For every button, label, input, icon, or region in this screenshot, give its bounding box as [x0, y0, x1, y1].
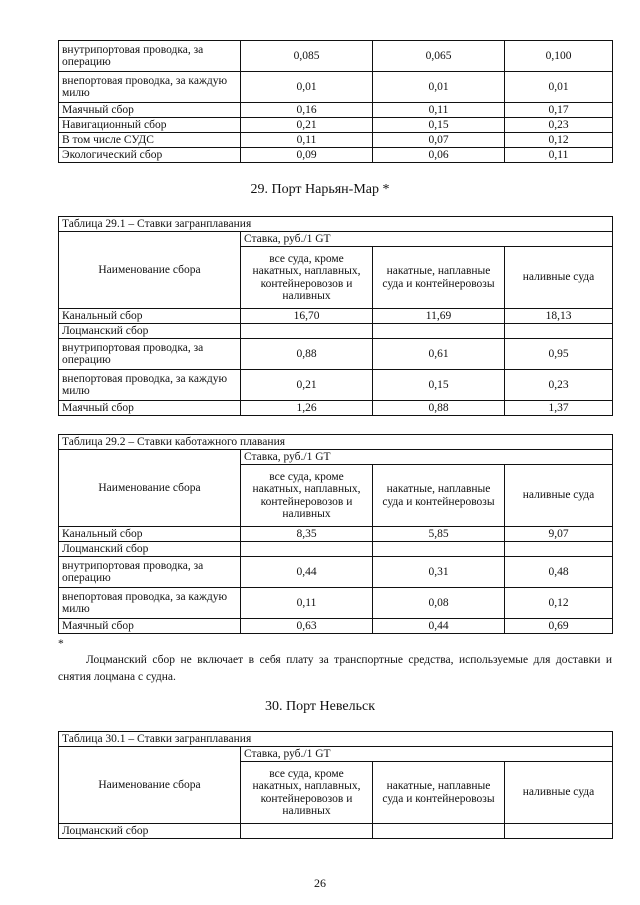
table-row	[59, 309, 613, 324]
cell-value: 0,16	[241, 103, 373, 118]
cell-value: 16,70	[241, 309, 373, 324]
cell-value: 0,11	[505, 148, 613, 163]
footnote-mark: *	[58, 638, 64, 650]
table-row	[59, 588, 613, 619]
table-caption: Таблица 30.1 – Ставки загранплавания	[59, 732, 613, 747]
column-header-name: Наименование сбора	[59, 232, 241, 309]
table-caption: Таблица 29.2 – Ставки каботажного плавания	[59, 435, 613, 450]
table-row	[59, 557, 613, 588]
cell-value: 0,085	[241, 41, 373, 72]
cell-value: 0,12	[505, 588, 613, 619]
column-header-name: Наименование сбора	[59, 747, 241, 824]
footnote-text: Лоцманский сбор не включает в себя плату за транспортные средства, используемые для доставки и снятия лоцмана с судна.	[58, 654, 612, 683]
column-header-roro: накатные, наплавные суда и контейнеровозы	[373, 247, 505, 309]
cell-value: 0,09	[241, 148, 373, 163]
row-name: Маячный сбор	[59, 401, 241, 416]
cell-value: 0,01	[373, 72, 505, 103]
cell-value: 0,88	[373, 401, 505, 416]
cell-value: 0,23	[505, 370, 613, 401]
rate-header: Ставка, руб./1 GT	[241, 450, 613, 465]
row-name: внепортовая проводка, за каждую милю	[59, 72, 241, 103]
cell-value	[373, 542, 505, 557]
cell-value: 0,11	[241, 133, 373, 148]
table-row	[59, 72, 613, 103]
cell-value: 0,88	[241, 339, 373, 370]
table-30-1	[58, 731, 613, 839]
row-name: Маячный сбор	[59, 103, 241, 118]
row-name: внутрипортовая проводка, за операцию	[59, 41, 241, 72]
page-number: 26	[314, 876, 326, 890]
cell-value	[241, 542, 373, 557]
column-header-all-vessels: все суда, кроме накатных, наплавных, контейнеровозов и наливных	[241, 247, 373, 309]
cell-value: 8,35	[241, 527, 373, 542]
table-row	[59, 401, 613, 416]
row-name: внутрипортовая проводка, за операцию	[59, 339, 241, 370]
cell-value: 0,61	[373, 339, 505, 370]
cell-value: 9,07	[505, 527, 613, 542]
cell-value: 11,69	[373, 309, 505, 324]
table-row	[59, 148, 613, 163]
cell-value: 0,06	[373, 148, 505, 163]
column-header-tankers: наливные суда	[505, 465, 613, 527]
cell-value: 0,44	[241, 557, 373, 588]
table-row	[59, 527, 613, 542]
cell-value: 0,63	[241, 619, 373, 634]
cell-value: 1,26	[241, 401, 373, 416]
table-row	[59, 103, 613, 118]
table-row	[59, 619, 613, 634]
row-name: Экологический сбор	[59, 148, 241, 163]
cell-value: 0,44	[373, 619, 505, 634]
cell-value: 0,065	[373, 41, 505, 72]
rate-header: Ставка, руб./1 GT	[241, 747, 613, 762]
cell-value: 18,13	[505, 309, 613, 324]
cell-value: 0,17	[505, 103, 613, 118]
cell-value	[505, 824, 613, 839]
cell-value: 0,11	[241, 588, 373, 619]
cell-value: 0,21	[241, 370, 373, 401]
cell-value: 0,01	[241, 72, 373, 103]
cell-value: 0,01	[505, 72, 613, 103]
cell-value: 0,08	[373, 588, 505, 619]
column-header-name: Наименование сбора	[59, 450, 241, 527]
table-caption: Таблица 29.1 – Ставки загранплавания	[59, 217, 613, 232]
table-row	[59, 370, 613, 401]
row-name: Лоцманский сбор	[59, 824, 241, 839]
cell-value: 0,15	[373, 118, 505, 133]
cell-value	[241, 824, 373, 839]
table-29-2	[58, 434, 613, 634]
column-header-all-vessels: все суда, кроме накатных, наплавных, контейнеровозов и наливных	[241, 465, 373, 527]
cell-value: 0,21	[241, 118, 373, 133]
column-header-roro: накатные, наплавные суда и контейнеровозы	[373, 465, 505, 527]
rate-header: Ставка, руб./1 GT	[241, 232, 613, 247]
table-row	[59, 824, 613, 839]
cell-value	[505, 324, 613, 339]
cell-value	[241, 324, 373, 339]
cell-value: 0,11	[373, 103, 505, 118]
table-29-1	[58, 216, 613, 416]
row-name: Канальный сбор	[59, 309, 241, 324]
row-name: Лоцманский сбор	[59, 542, 241, 557]
cell-value: 1,37	[505, 401, 613, 416]
cell-value: 0,69	[505, 619, 613, 634]
row-name: внепортовая проводка, за каждую милю	[59, 370, 241, 401]
cell-value: 5,85	[373, 527, 505, 542]
table-continued	[58, 40, 613, 163]
column-header-tankers: наливные суда	[505, 247, 613, 309]
row-name: Канальный сбор	[59, 527, 241, 542]
cell-value: 0,12	[505, 133, 613, 148]
row-name: внутрипортовая проводка, за операцию	[59, 557, 241, 588]
cell-value: 0,48	[505, 557, 613, 588]
row-name: Маячный сбор	[59, 619, 241, 634]
column-header-roro: накатные, наплавные суда и контейнеровозы	[373, 762, 505, 824]
row-name: Навигационный сбор	[59, 118, 241, 133]
section-30-heading: 30. Порт Невельск	[265, 699, 375, 714]
column-header-tankers: наливные суда	[505, 762, 613, 824]
section-29-heading: 29. Порт Нарьян-Мар *	[250, 182, 390, 197]
column-header-all-vessels: все суда, кроме накатных, наплавных, контейнеровозов и наливных	[241, 762, 373, 824]
cell-value: 0,100	[505, 41, 613, 72]
table-row	[59, 542, 613, 557]
cell-value: 0,95	[505, 339, 613, 370]
cell-value: 0,31	[373, 557, 505, 588]
row-name: В том числе СУДС	[59, 133, 241, 148]
table-row	[59, 118, 613, 133]
cell-value	[373, 324, 505, 339]
cell-value: 0,07	[373, 133, 505, 148]
cell-value	[373, 824, 505, 839]
table-row	[59, 324, 613, 339]
cell-value: 0,15	[373, 370, 505, 401]
row-name: Лоцманский сбор	[59, 324, 241, 339]
table-row	[59, 339, 613, 370]
table-row	[59, 133, 613, 148]
cell-value	[505, 542, 613, 557]
cell-value: 0,23	[505, 118, 613, 133]
row-name: внепортовая проводка, за каждую милю	[59, 588, 241, 619]
table-row	[59, 41, 613, 72]
